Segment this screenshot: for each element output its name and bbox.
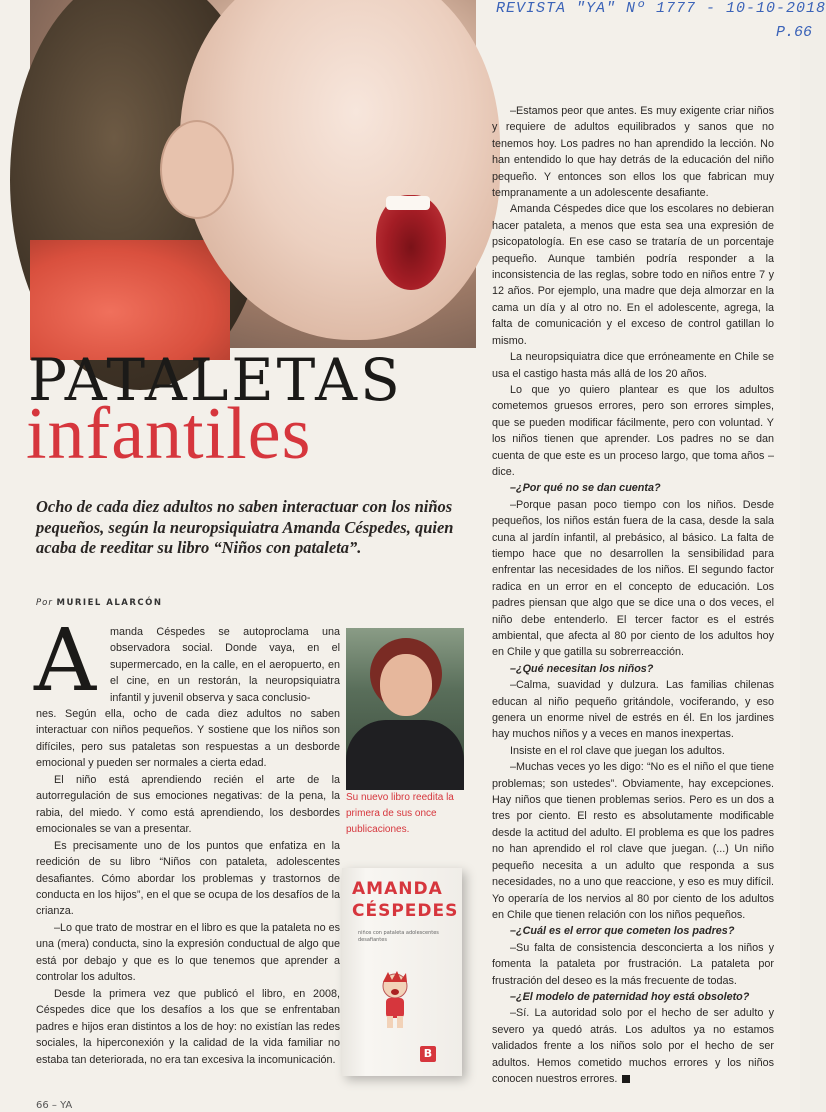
byline-author: MURIEL ALARCÓN — [56, 598, 163, 608]
paragraph — [492, 1005, 774, 1087]
hero-photo-screaming-child — [30, 0, 476, 348]
paragraph: –Estamos peor que antes. Es muy exigente criar niños y requiere de adultos equilibrados y sanos que no tenemos hoy. Los padres no han aprendido la lección. No han entendido lo que hay detrás de la educación del niño pequeño. Y entonces son ellos los que fabrican muy tempranamente a un adolescente desafiante. — [492, 105, 774, 200]
body-column-left — [36, 706, 340, 1068]
paragraph: –Calma, suavidad y dulzura. Las familias chilenas educan al niño pequeño gritándole, vociferando, y eso genera un enorme nivel de estrés en él. En los jardines hay muchos niños y a veces en manos inexpertas. — [492, 679, 774, 741]
drop-cap: A — [34, 611, 97, 711]
byline — [36, 598, 162, 608]
paragraph: La neuropsiquiatra dice que erróneamente en Chile se usa el castigo hasta más allá de los 20 años. — [492, 351, 774, 380]
paragraph: –Porque pasan poco tiempo con los niños. Desde pequeños, los niños están fuera de la casa, desde la sala cuna al jardín infantil, al prebásico, al básico. La falta de tiempo hace que no desarrollen la sensibilidad para enfrentar las necesidades de los niños. El segundo factor radica en un error en el concepto de educación. Los padres piensan que algo que se dice una o dos veces, el niño debe entenderlo. El tercer factor es el estrés ambiental, que afecta al 80 por ciento de los adultos hoy en Chile y que gatilla su sobrerreacción. — [492, 498, 774, 659]
interview-question: –¿Cuál es el error que cometen los padres? — [510, 925, 735, 938]
end-mark-icon — [622, 1075, 630, 1083]
portrait-face — [380, 654, 432, 716]
paragraph: nes. Según ella, ocho de cada diez adultos no saben interactuar con niños pequeños. Y sostiene que los niños son difíciles, pero sus pataletas son respuestas a un desborde emocional y pueden ser normales a cierta edad. — [36, 708, 340, 770]
byline-prefix: Por — [36, 598, 53, 608]
paragraph: Insiste en el rol clave que juegan los adultos. — [510, 744, 725, 757]
photo-shirt — [30, 240, 230, 360]
paragraph: Desde la primera vez que publicó el libro, en 2008, Céspedes dice que los desafíos a los que se enfrentaban padres e hijos eran distintos a los de hoy: no existían las redes sociales, la hiperconexión y la calidad de la vida familiar no estaba tan deteriorada, no era tan excesiva la incomunicación. — [36, 987, 340, 1066]
paragraph-text: –Sí. La autoridad solo por el hecho de ser adulto y severo ya quedó atrás. Los adultos ya no estamos validados frente a los niños solo por el hecho de ser adultos. Hemos cometido muchos errores y los niños conocen nuestros errores. — [492, 1007, 774, 1085]
paragraph: El niño está aprendiendo recién el arte de la autorregulación de sus emociones negativas: de la pena, la rabia, del miedo. Y como está aprendiendo, los desbordes emocionales se van a presentar. — [36, 773, 340, 836]
publisher-logo: B — [420, 1046, 436, 1062]
paragraph-lead: manda Céspedes se autoproclama una observadora social. Donde vaya, en el supermercado, en la calle, en el aeropuerto, en el cine, en un restorán, la neuropsiquiatra infantil y juvenil observa y saca conclusio- — [110, 626, 340, 704]
book-author: AMANDA CÉSPEDES — [352, 879, 459, 921]
archive-stamp-page: P.66 — [776, 24, 813, 41]
headline-line2: infantiles — [26, 393, 312, 475]
interview-question: –¿El modelo de paternidad hoy está obsoleto? — [510, 990, 750, 1003]
page-folio: 66 – YA — [36, 1100, 73, 1111]
photo-ear — [160, 120, 234, 219]
paragraph: –Lo que trato de mostrar en el libro es que la pataleta no es una (mera) conducta, sino la expresión conductual de algo que está por debajo y que es lo que tenemos que aprender a controlar los adultos. — [36, 921, 340, 984]
photo-caption: Su nuevo libro reedita la primera de sus once publicaciones. — [346, 792, 454, 835]
child-illustration-icon — [372, 968, 418, 1030]
interview-question: –¿Qué necesitan los niños? — [510, 662, 654, 675]
article-deck: Ocho de cada diez adultos no saben interactuar con los niños pequeños, según la neuropsiquiatra Amanda Céspedes, quien acaba de reeditar su libro “Niños con pataleta”. — [36, 497, 454, 557]
headline-line1: PATALETAS — [28, 346, 403, 414]
book-subtitle: niños con pataleta adolescentes desafiantes — [358, 930, 439, 943]
body-column-right — [492, 103, 774, 1087]
body-lead — [110, 624, 340, 706]
portrait-photo-amanda-cespedes — [346, 628, 464, 784]
interview-question: –¿Por qué no se dan cuenta? — [510, 482, 661, 495]
portrait-body — [346, 720, 464, 790]
paragraph: –Muchas veces yo les digo: “No es el niño el que tiene problemas; son ustedes”. Obviamente, hay excepciones. Hay niños que tienen problemas serios. Pero es un dos a tres por ciento. El resto es absolutamente modificable desde la actitud del adulto. El problema es que los padres no han aprendido el rol clave que juegan. (...) Un niño pequeño necesita a un adulto que responda a sus necesidades, no a uno que reaccione, y eso es muy difícil. Yo operaría de los nervios al 80 por ciento de los adultos en Chile que tienen relación con los niños pequeños. — [492, 761, 774, 921]
archive-stamp: REVISTA "YA" Nº 1777 - 10-10-2018 — [496, 0, 826, 17]
paragraph: Amanda Céspedes dice que los escolares no debieran hacer pataleta, a menos que esta sea una expresión de psicopatología. En ese caso se trataría de un porcentaje pequeño. Aunque también podría responder a la inconsistencia de las reglas, sobre todo en niños entre 7 y 12 años. Por ejemplo, una madre que deja almorzar en la cama un día y al otro no. En el adolescente, agrega, la falta de comunicación y el exceso de control gatillan lo mismo. — [492, 203, 774, 347]
photo-teeth — [386, 196, 430, 210]
paragraph: –Su falta de consistencia desconcierta a los niños y fomenta la pataleta por frustración. La pataleta por frustración del deseo es la más frecuente de todas. — [492, 941, 774, 987]
paragraph: Lo que yo quiero plantear es que los adultos cometemos gruesos errores, pero son errores simples, que se pueden modificar fácilmente, pero con voluntad. Y los niños tienen que aprender. Los padres no se dan cuenta de que este es un proceso largo, que toma años –dice. — [492, 383, 774, 478]
book-cover — [342, 868, 462, 1076]
paragraph: Es precisamente uno de los puntos que enfatiza en la reedición de su libro “Niños con pataleta, adolescentes desafiantes. Cómo abordar los problemas y trastornos de conducta en los hijos”, en el que se ocupa de los desafíos de la crianza. — [36, 839, 340, 918]
